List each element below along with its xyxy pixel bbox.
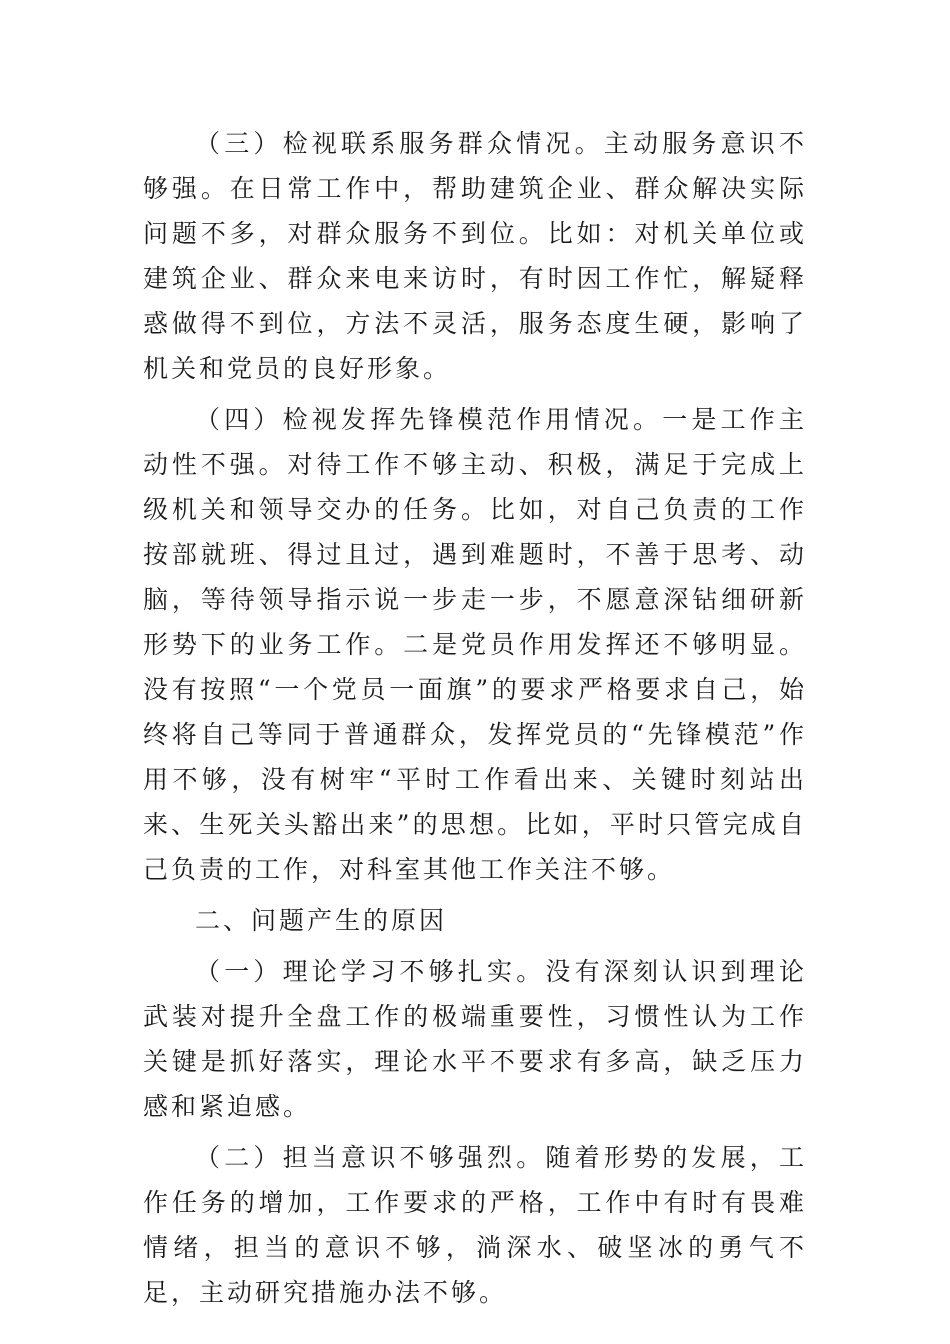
paragraph-contact-service: （三）检视联系服务群众情况。主动服务意识不够强。在日常工作中，帮助建筑企业、群众解决实际问题不多，对群众服务不到位。比如：对机关单位或建筑企业、群众来电来访时，有时因工作忙，解疑释惑做得不到位，方法不灵活，服务态度生硬，影响了机关和党员的良好形象。 [143,129,807,383]
section-heading-causes: 二、问题产生的原因 [195,906,448,935]
document-body [143,121,807,1315]
paragraph-theory-study: （一）理论学习不够扎实。没有深刻认识到理论武装对提升全盘工作的极端重要性，习惯性认为工作关键是抓好落实，理论水平不要求有多高，缺乏压力感和紧迫感。 [143,957,807,1121]
paragraph-vanguard-role: （四）检视发挥先锋模范作用情况。一是工作主动性不强。对待工作不够主动、积极，满足于完成上级机关和领导交办的任务。比如，对自己负责的工作按部就班、得过且过，遇到难题时，不善于思考、动脑，等待领导指示说一步走一步，不愿意深钻细研新形势下的业务工作。二是党员作用发挥还不够明显。没有按照“一个党员一面旗”的要求严格要求自己，始终将自己等同于普通群众，发挥党员的“先锋模范”作用不够，没有树牢“平时工作看出来、关键时刻站出来、生死关头豁出来”的思想。比如，平时只管完成自己负责的工作，对科室其他工作关注不够。 [143,405,807,884]
paragraph-responsibility: （二）担当意识不够强烈。随着形势的发展，工作任务的增加，工作要求的严格，工作中有时有畏难情绪，担当的意识不够，淌深水、破坚冰的勇气不足，主动研究措施办法不够。 [143,1143,807,1307]
